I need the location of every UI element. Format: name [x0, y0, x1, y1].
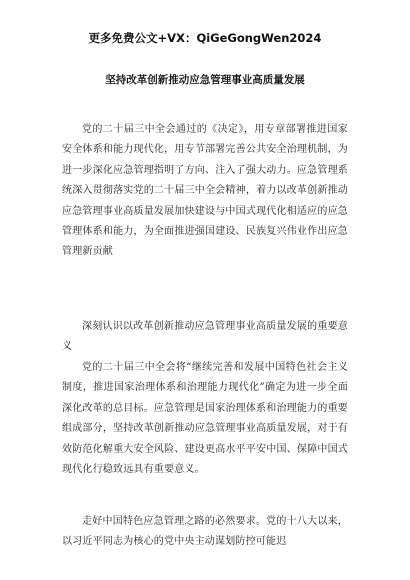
section-body-paragraph: 党的二十届三中全会将“继续完善和发展中国特色社会主义制度，推进国家治理体系和治理能力现代化”确定为进一步全面深化改革的总目标。应急管理是国家治理体系和治理能力的重要组成部分，坚持改革创新推动应急管理事业高质量发展，对于有效防范化解重大安全风险、建设更高水平平安中国、保障中国式现代化行稳致远具有重要意义。 — [62, 362, 348, 476]
last-paragraph: 走好中国特色应急管理之路的必然要求。党的十八大以来，以习近平同志为核心的党中央主动谋划防控可能迟 — [62, 516, 348, 548]
last-paragraph-block — [62, 512, 348, 553]
intro-paragraph-block — [62, 120, 348, 263]
intro-paragraph: 党的二十届三中全会通过的《决定》，用专章部署推进国家安全体系和能力现代化，用专节部署完善公共安全治理机制，为进一步深化应急管理指明了方向、注入了强大动力。应急管理系统深入贯彻落实党的二十届三中全会精神，着力以改革创新推动应急管理事业高质量发展加快建设与中国式现代化相适应的应急管理体系和能力，为全面推进强国建设、民族复兴伟业作出应急管理新贡献 — [62, 124, 348, 258]
section-body-block — [62, 358, 348, 480]
section-heading-block — [62, 317, 348, 358]
section-heading: 深刻认识以改革创新推动应急管理事业高质量发展的重要意义 — [62, 321, 348, 353]
document-title: 坚持改革创新推动应急管理事业高质量发展 — [105, 74, 305, 86]
promo-header: 更多免费公文+VX：QiGeGongWen2024 — [88, 31, 322, 45]
